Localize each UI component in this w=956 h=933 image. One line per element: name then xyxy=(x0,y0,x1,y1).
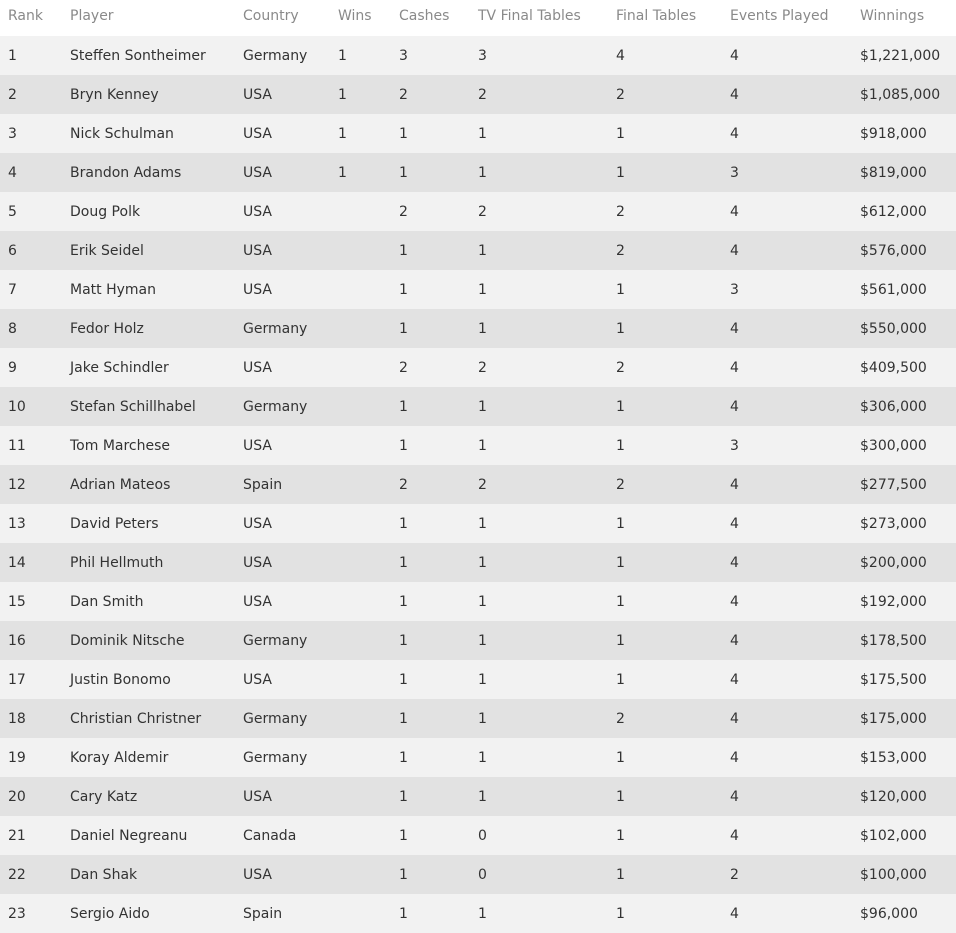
cell-wins xyxy=(330,621,391,660)
cell-cashes: 1 xyxy=(399,710,408,727)
cell-wins xyxy=(330,348,391,387)
cell-wins xyxy=(330,231,391,270)
cell-tv-final-tables: 1 xyxy=(478,710,487,727)
cell-player: Stefan Schillhabel xyxy=(70,398,196,415)
cell-events-played: 4 xyxy=(730,359,739,376)
cell-player: Doug Polk xyxy=(70,203,141,220)
cell-final-tables: 1 xyxy=(616,632,625,649)
cell-rank: 14 xyxy=(8,554,26,571)
cell-country: USA xyxy=(243,203,272,220)
cell-final-tables: 2 xyxy=(616,242,625,259)
cell-final-tables: 1 xyxy=(616,398,625,415)
table-row xyxy=(0,894,956,933)
table-row xyxy=(0,36,956,75)
cell-cashes: 2 xyxy=(399,359,408,376)
cell-final-tables: 1 xyxy=(616,515,625,532)
cell-country: USA xyxy=(243,281,272,298)
cell-final-tables: 1 xyxy=(616,905,625,922)
cell-wins: 1 xyxy=(338,86,347,103)
cell-wins xyxy=(330,504,391,543)
cell-events-played: 2 xyxy=(730,866,739,883)
header-cashes[interactable]: Cashes xyxy=(391,0,470,36)
cell-final-tables: 1 xyxy=(616,866,625,883)
cell-events-played: 4 xyxy=(730,47,739,64)
cell-final-tables: 1 xyxy=(616,671,625,688)
cell-events-played: 4 xyxy=(730,632,739,649)
table-row xyxy=(0,192,956,231)
cell-player: Brandon Adams xyxy=(70,164,182,181)
table-row xyxy=(0,543,956,582)
cell-winnings: $100,000 xyxy=(860,866,927,883)
cell-rank: 8 xyxy=(8,320,17,337)
cell-rank: 16 xyxy=(8,632,26,649)
header-final-tables[interactable]: Final Tables xyxy=(608,0,722,36)
cell-country: USA xyxy=(243,437,272,454)
header-events-played[interactable]: Events Played xyxy=(722,0,852,36)
table-row xyxy=(0,231,956,270)
cell-wins xyxy=(330,816,391,855)
table-row xyxy=(0,387,956,426)
cell-country: Germany xyxy=(243,710,308,727)
cell-tv-final-tables: 2 xyxy=(478,86,487,103)
cell-wins xyxy=(330,660,391,699)
cell-final-tables: 1 xyxy=(616,281,625,298)
cell-winnings: $561,000 xyxy=(860,281,927,298)
table-row xyxy=(0,699,956,738)
cell-player: Daniel Negreanu xyxy=(70,827,188,844)
cell-player: Jake Schindler xyxy=(70,359,169,376)
cell-wins xyxy=(330,465,391,504)
cell-player: Dan Smith xyxy=(70,593,144,610)
cell-wins xyxy=(330,387,391,426)
cell-final-tables: 1 xyxy=(616,827,625,844)
cell-player: Justin Bonomo xyxy=(70,671,171,688)
cell-wins xyxy=(330,426,391,465)
cell-rank: 23 xyxy=(8,905,26,922)
cell-cashes: 1 xyxy=(399,749,408,766)
cell-rank: 3 xyxy=(8,125,17,142)
cell-country: USA xyxy=(243,242,272,259)
cell-events-played: 4 xyxy=(730,320,739,337)
cell-wins: 1 xyxy=(338,125,347,142)
cell-rank: 10 xyxy=(8,398,26,415)
cell-wins xyxy=(330,855,391,894)
cell-tv-final-tables: 1 xyxy=(478,320,487,337)
cell-cashes: 1 xyxy=(399,320,408,337)
cell-player: Nick Schulman xyxy=(70,125,174,142)
cell-tv-final-tables: 2 xyxy=(478,203,487,220)
cell-winnings: $1,085,000 xyxy=(860,86,941,103)
cell-tv-final-tables: 1 xyxy=(478,125,487,142)
cell-cashes: 1 xyxy=(399,515,408,532)
cell-tv-final-tables: 3 xyxy=(478,47,487,64)
cell-wins xyxy=(330,777,391,816)
cell-country: Spain xyxy=(243,476,283,493)
cell-winnings: $175,500 xyxy=(860,671,927,688)
cell-tv-final-tables: 1 xyxy=(478,554,487,571)
cell-player: Erik Seidel xyxy=(70,242,144,259)
cell-wins xyxy=(330,543,391,582)
table-row xyxy=(0,348,956,387)
cell-events-played: 4 xyxy=(730,86,739,103)
cell-winnings: $178,500 xyxy=(860,632,927,649)
cell-winnings: $277,500 xyxy=(860,476,927,493)
table-row xyxy=(0,153,956,192)
cell-final-tables: 2 xyxy=(616,476,625,493)
cell-winnings: $192,000 xyxy=(860,593,927,610)
cell-wins xyxy=(330,738,391,777)
cell-country: USA xyxy=(243,788,272,805)
cell-tv-final-tables: 0 xyxy=(478,827,487,844)
cell-events-played: 4 xyxy=(730,905,739,922)
cell-tv-final-tables: 1 xyxy=(478,749,487,766)
cell-tv-final-tables: 1 xyxy=(478,437,487,454)
table-row xyxy=(0,426,956,465)
cell-winnings: $1,221,000 xyxy=(860,47,941,64)
table-row xyxy=(0,465,956,504)
cell-country: USA xyxy=(243,866,272,883)
cell-player: Christian Christner xyxy=(70,710,202,727)
cell-final-tables: 1 xyxy=(616,749,625,766)
cell-events-played: 4 xyxy=(730,593,739,610)
cell-country: USA xyxy=(243,554,272,571)
cell-rank: 9 xyxy=(8,359,17,376)
cell-wins xyxy=(330,582,391,621)
table-row xyxy=(0,621,956,660)
table-row xyxy=(0,855,956,894)
table-row xyxy=(0,270,956,309)
cell-tv-final-tables: 2 xyxy=(478,476,487,493)
cell-rank: 7 xyxy=(8,281,17,298)
cell-wins: 1 xyxy=(338,47,347,64)
cell-player: Steffen Sontheimer xyxy=(70,47,206,64)
cell-winnings: $273,000 xyxy=(860,515,927,532)
cell-tv-final-tables: 1 xyxy=(478,164,487,181)
cell-winnings: $918,000 xyxy=(860,125,927,142)
cell-tv-final-tables: 2 xyxy=(478,359,487,376)
cell-final-tables: 1 xyxy=(616,164,625,181)
cell-country: USA xyxy=(243,86,272,103)
cell-country: USA xyxy=(243,359,272,376)
header-winnings[interactable]: Winnings xyxy=(852,0,956,36)
cell-rank: 11 xyxy=(8,437,26,454)
cell-wins xyxy=(330,192,391,231)
cell-cashes: 1 xyxy=(399,905,408,922)
cell-final-tables: 1 xyxy=(616,125,625,142)
table-row xyxy=(0,738,956,777)
cell-country: Germany xyxy=(243,320,308,337)
cell-country: USA xyxy=(243,164,272,181)
cell-cashes: 2 xyxy=(399,86,408,103)
cell-winnings: $819,000 xyxy=(860,164,927,181)
cell-rank: 2 xyxy=(8,86,17,103)
cell-winnings: $576,000 xyxy=(860,242,927,259)
cell-cashes: 1 xyxy=(399,671,408,688)
cell-events-played: 4 xyxy=(730,476,739,493)
table-row xyxy=(0,114,956,153)
cell-tv-final-tables: 1 xyxy=(478,281,487,298)
cell-country: USA xyxy=(243,125,272,142)
cell-wins xyxy=(330,894,391,933)
cell-tv-final-tables: 1 xyxy=(478,671,487,688)
table-row xyxy=(0,75,956,114)
cell-events-played: 3 xyxy=(730,164,739,181)
cell-cashes: 1 xyxy=(399,788,408,805)
cell-rank: 4 xyxy=(8,164,17,181)
header-wins[interactable]: Wins xyxy=(330,0,391,36)
cell-winnings: $175,000 xyxy=(860,710,927,727)
cell-player: Dan Shak xyxy=(70,866,138,883)
cell-winnings: $153,000 xyxy=(860,749,927,766)
cell-rank: 12 xyxy=(8,476,26,493)
header-row xyxy=(0,0,956,36)
cell-country: Germany xyxy=(243,398,308,415)
cell-tv-final-tables: 1 xyxy=(478,515,487,532)
cell-wins: 1 xyxy=(338,164,347,181)
cell-winnings: $306,000 xyxy=(860,398,927,415)
cell-player: David Peters xyxy=(70,515,159,532)
cell-rank: 17 xyxy=(8,671,26,688)
cell-country: USA xyxy=(243,515,272,532)
cell-rank: 18 xyxy=(8,710,26,727)
cell-country: USA xyxy=(243,593,272,610)
cell-rank: 1 xyxy=(8,47,17,64)
table-header xyxy=(0,0,956,36)
cell-country: USA xyxy=(243,671,272,688)
cell-cashes: 1 xyxy=(399,593,408,610)
table-body xyxy=(0,36,956,933)
header-player[interactable]: Player xyxy=(62,0,235,36)
cell-final-tables: 2 xyxy=(616,359,625,376)
cell-cashes: 1 xyxy=(399,125,408,142)
cell-final-tables: 2 xyxy=(616,86,625,103)
cell-player: Fedor Holz xyxy=(70,320,144,337)
cell-cashes: 2 xyxy=(399,203,408,220)
table-row xyxy=(0,309,956,348)
cell-events-played: 4 xyxy=(730,515,739,532)
cell-tv-final-tables: 1 xyxy=(478,242,487,259)
cell-rank: 20 xyxy=(8,788,26,805)
cell-events-played: 4 xyxy=(730,710,739,727)
cell-events-played: 4 xyxy=(730,554,739,571)
cell-wins xyxy=(330,270,391,309)
cell-player: Adrian Mateos xyxy=(70,476,171,493)
cell-cashes: 2 xyxy=(399,476,408,493)
table-row xyxy=(0,582,956,621)
cell-events-played: 4 xyxy=(730,788,739,805)
cell-final-tables: 1 xyxy=(616,320,625,337)
cell-rank: 6 xyxy=(8,242,17,259)
cell-final-tables: 4 xyxy=(616,47,625,64)
cell-events-played: 4 xyxy=(730,749,739,766)
cell-winnings: $200,000 xyxy=(860,554,927,571)
cell-wins xyxy=(330,309,391,348)
cell-final-tables: 1 xyxy=(616,593,625,610)
cell-player: Phil Hellmuth xyxy=(70,554,164,571)
table-row xyxy=(0,660,956,699)
cell-player: Bryn Kenney xyxy=(70,86,159,103)
cell-tv-final-tables: 1 xyxy=(478,398,487,415)
header-tv-final-tables[interactable]: TV Final Tables xyxy=(470,0,608,36)
cell-cashes: 1 xyxy=(399,632,408,649)
cell-winnings: $120,000 xyxy=(860,788,927,805)
cell-cashes: 1 xyxy=(399,866,408,883)
cell-final-tables: 2 xyxy=(616,710,625,727)
cell-rank: 13 xyxy=(8,515,26,532)
cell-tv-final-tables: 1 xyxy=(478,593,487,610)
cell-events-played: 4 xyxy=(730,125,739,142)
cell-events-played: 4 xyxy=(730,827,739,844)
cell-winnings: $550,000 xyxy=(860,320,927,337)
cell-country: Spain xyxy=(243,905,283,922)
cell-events-played: 3 xyxy=(730,281,739,298)
cell-country: Germany xyxy=(243,749,308,766)
cell-cashes: 1 xyxy=(399,242,408,259)
cell-player: Cary Katz xyxy=(70,788,138,805)
cell-country: Germany xyxy=(243,47,308,64)
header-country[interactable]: Country xyxy=(235,0,330,36)
cell-tv-final-tables: 0 xyxy=(478,866,487,883)
cell-rank: 22 xyxy=(8,866,26,883)
cell-player: Tom Marchese xyxy=(70,437,171,454)
cell-player: Sergio Aido xyxy=(70,905,150,922)
cell-rank: 5 xyxy=(8,203,17,220)
cell-events-played: 4 xyxy=(730,398,739,415)
cell-cashes: 3 xyxy=(399,47,408,64)
cell-cashes: 1 xyxy=(399,554,408,571)
cell-country: Canada xyxy=(243,827,297,844)
cell-tv-final-tables: 1 xyxy=(478,632,487,649)
cell-cashes: 1 xyxy=(399,281,408,298)
table-row xyxy=(0,504,956,543)
cell-wins xyxy=(330,699,391,738)
cell-player: Koray Aldemir xyxy=(70,749,169,766)
cell-final-tables: 2 xyxy=(616,203,625,220)
cell-cashes: 1 xyxy=(399,827,408,844)
header-rank[interactable]: Rank xyxy=(0,0,62,36)
cell-final-tables: 1 xyxy=(616,554,625,571)
cell-cashes: 1 xyxy=(399,164,408,181)
cell-events-played: 3 xyxy=(730,437,739,454)
cell-events-played: 4 xyxy=(730,242,739,259)
cell-events-played: 4 xyxy=(730,203,739,220)
table-row xyxy=(0,816,956,855)
cell-tv-final-tables: 1 xyxy=(478,788,487,805)
table-row xyxy=(0,777,956,816)
cell-rank: 19 xyxy=(8,749,26,766)
cell-winnings: $612,000 xyxy=(860,203,927,220)
cell-winnings: $96,000 xyxy=(860,905,918,922)
cell-final-tables: 1 xyxy=(616,788,625,805)
cell-cashes: 1 xyxy=(399,398,408,415)
cell-winnings: $102,000 xyxy=(860,827,927,844)
cell-events-played: 4 xyxy=(730,671,739,688)
cell-winnings: $300,000 xyxy=(860,437,927,454)
cell-tv-final-tables: 1 xyxy=(478,905,487,922)
cell-cashes: 1 xyxy=(399,437,408,454)
cell-player: Dominik Nitsche xyxy=(70,632,185,649)
cell-winnings: $409,500 xyxy=(860,359,927,376)
cell-rank: 15 xyxy=(8,593,26,610)
cell-country: Germany xyxy=(243,632,308,649)
cell-player: Matt Hyman xyxy=(70,281,156,298)
cell-final-tables: 1 xyxy=(616,437,625,454)
cell-rank: 21 xyxy=(8,827,26,844)
